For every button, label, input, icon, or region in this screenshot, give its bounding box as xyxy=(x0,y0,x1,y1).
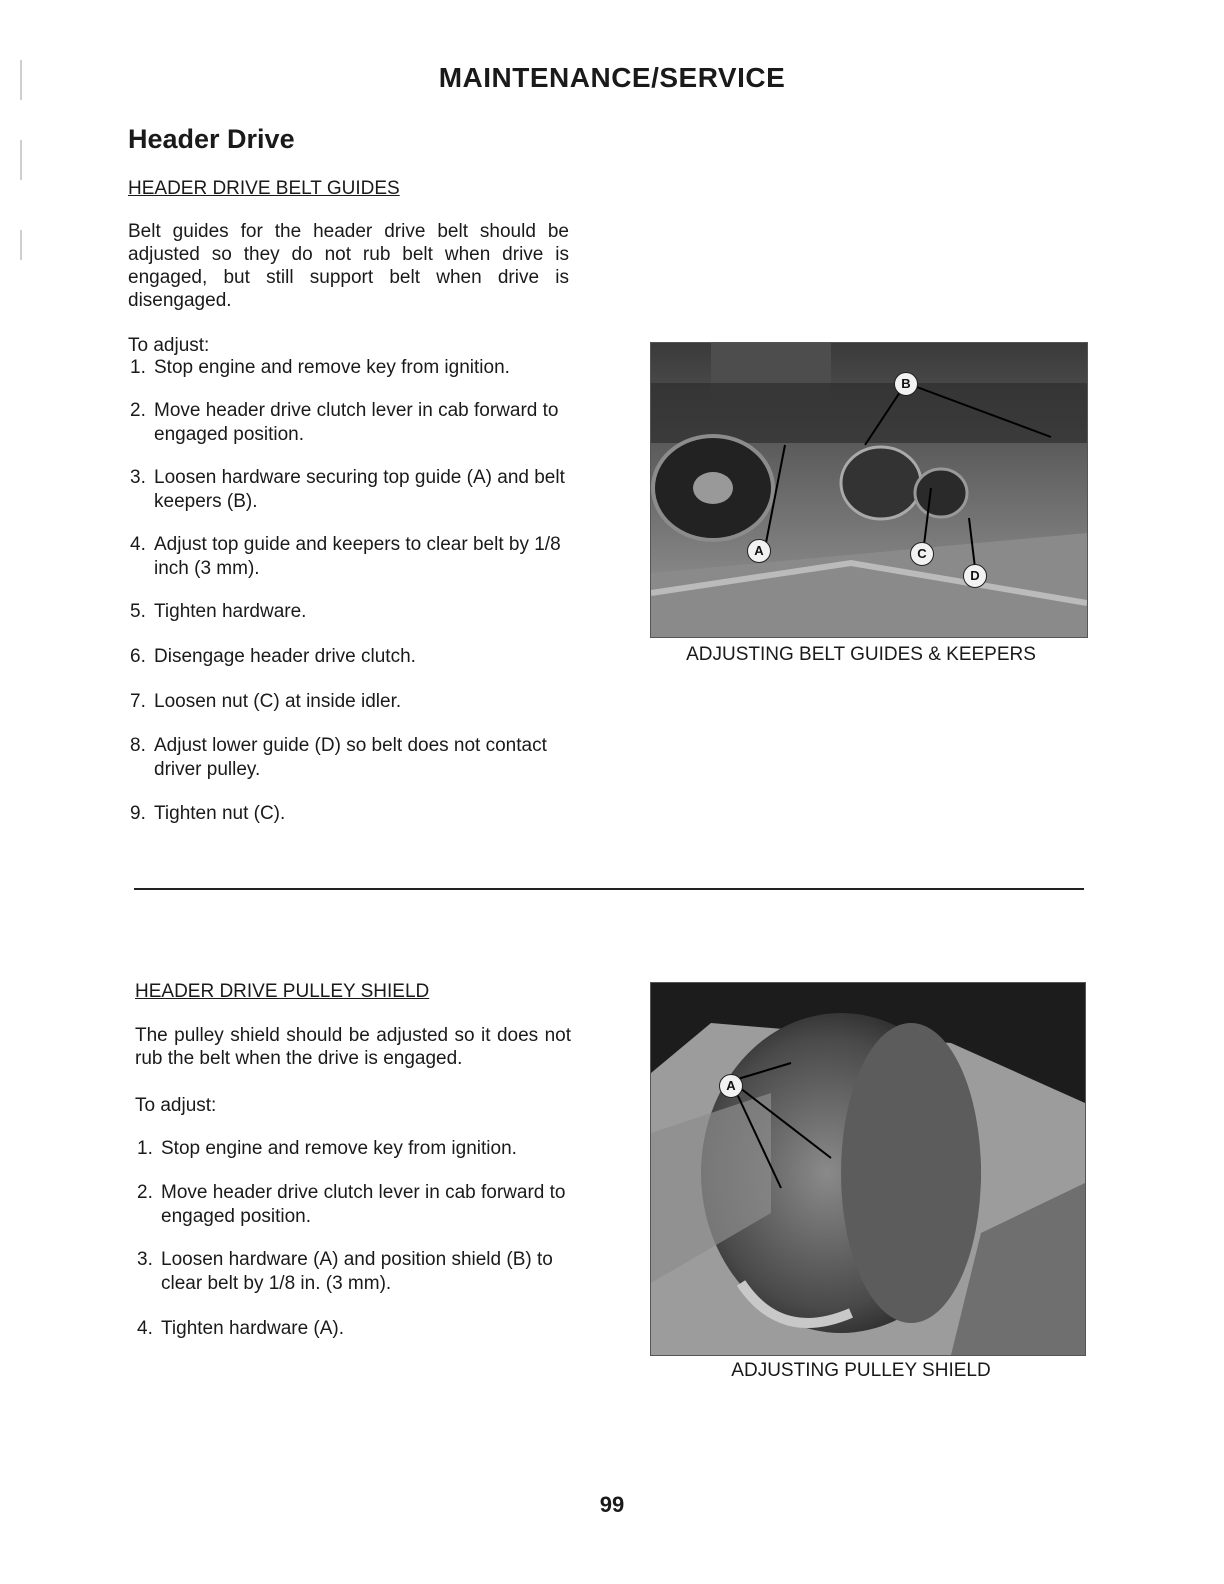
step-number: 6. xyxy=(130,646,146,667)
belt-guides-caption: ADJUSTING BELT GUIDES & KEEPERS xyxy=(686,644,1036,665)
callout-c: C xyxy=(910,542,934,566)
step-text: Tighten nut (C). xyxy=(154,803,286,824)
step-number: 4. xyxy=(137,1318,153,1339)
step-text: Move header drive clutch lever in cab forward to engaged position. xyxy=(161,1182,566,1227)
belt-guides-intro: Belt guides for the header drive belt should be adjusted so they do not rub belt when drive is engaged, but still support belt when drive is disengaged. xyxy=(128,221,569,311)
step-number: 4. xyxy=(130,534,146,555)
step-text: Adjust top guide and keepers to clear belt by 1/8 inch (3 mm). xyxy=(154,534,561,579)
belt-guides-photo xyxy=(650,342,1088,638)
step-number: 8. xyxy=(130,735,146,756)
scan-margin-mark xyxy=(20,140,22,180)
step-text: Loosen hardware (A) and position shield (B) to clear belt by 1/8 in. (3 mm). xyxy=(161,1249,553,1294)
belt-step xyxy=(130,690,570,714)
callout-a: A xyxy=(719,1074,743,1098)
callout-d: D xyxy=(963,564,987,588)
step-text: Tighten hardware. xyxy=(154,601,307,622)
step-number: 9. xyxy=(130,803,146,824)
pulley-shield-to-adjust: To adjust: xyxy=(135,1095,217,1116)
pulley-shield-subheading: HEADER DRIVE PULLEY SHIELD xyxy=(135,981,430,1002)
step-text: Move header drive clutch lever in cab forward to engaged position. xyxy=(154,400,559,445)
belt-guides-subheading: HEADER DRIVE BELT GUIDES xyxy=(128,178,400,199)
pulley-shield-photo-art xyxy=(651,983,1085,1355)
section-title: Header Drive xyxy=(128,124,295,154)
step-text: Loosen hardware securing top guide (A) and belt keepers (B). xyxy=(154,467,565,512)
step-number: 3. xyxy=(130,467,146,488)
pulley-shield-photo xyxy=(650,982,1086,1356)
callout-a: A xyxy=(747,539,771,563)
step-text: Disengage header drive clutch. xyxy=(154,646,416,667)
step-text: Stop engine and remove key from ignition. xyxy=(161,1138,517,1159)
belt-guides-to-adjust: To adjust: xyxy=(128,335,210,356)
step-text: Loosen nut (C) at inside idler. xyxy=(154,691,402,712)
page-number: 99 xyxy=(599,1492,625,1517)
belt-step xyxy=(130,399,570,447)
step-number: 1. xyxy=(130,357,146,378)
belt-step xyxy=(130,802,570,826)
pulley-step xyxy=(137,1137,573,1161)
belt-step xyxy=(130,533,570,581)
belt-guides-photo-art xyxy=(651,343,1087,637)
pulley-shield-caption: ADJUSTING PULLEY SHIELD xyxy=(731,1360,991,1381)
belt-step xyxy=(130,466,570,514)
step-text: Adjust lower guide (D) so belt does not contact driver pulley. xyxy=(154,735,547,780)
belt-step xyxy=(130,645,570,669)
pulley-step xyxy=(137,1181,573,1229)
step-number: 7. xyxy=(130,691,146,712)
step-number: 2. xyxy=(130,400,146,421)
step-text: Stop engine and remove key from ignition. xyxy=(154,357,510,378)
belt-step xyxy=(130,600,570,624)
step-number: 1. xyxy=(137,1138,153,1159)
callout-b: B xyxy=(894,372,918,396)
pulley-step xyxy=(137,1317,573,1341)
belt-step xyxy=(130,734,570,782)
page-title: MAINTENANCE/SERVICE xyxy=(438,62,786,93)
step-number: 3. xyxy=(137,1249,153,1270)
pulley-shield-intro: The pulley shield should be adjusted so it does not rub the belt when the drive is engaged. xyxy=(135,1025,571,1069)
step-text: Tighten hardware (A). xyxy=(161,1318,345,1339)
step-number: 2. xyxy=(137,1182,153,1203)
pulley-step xyxy=(137,1248,573,1296)
step-number: 5. xyxy=(130,601,146,622)
belt-step xyxy=(130,356,570,380)
section-divider xyxy=(134,888,1084,890)
scan-margin-mark xyxy=(20,230,22,260)
